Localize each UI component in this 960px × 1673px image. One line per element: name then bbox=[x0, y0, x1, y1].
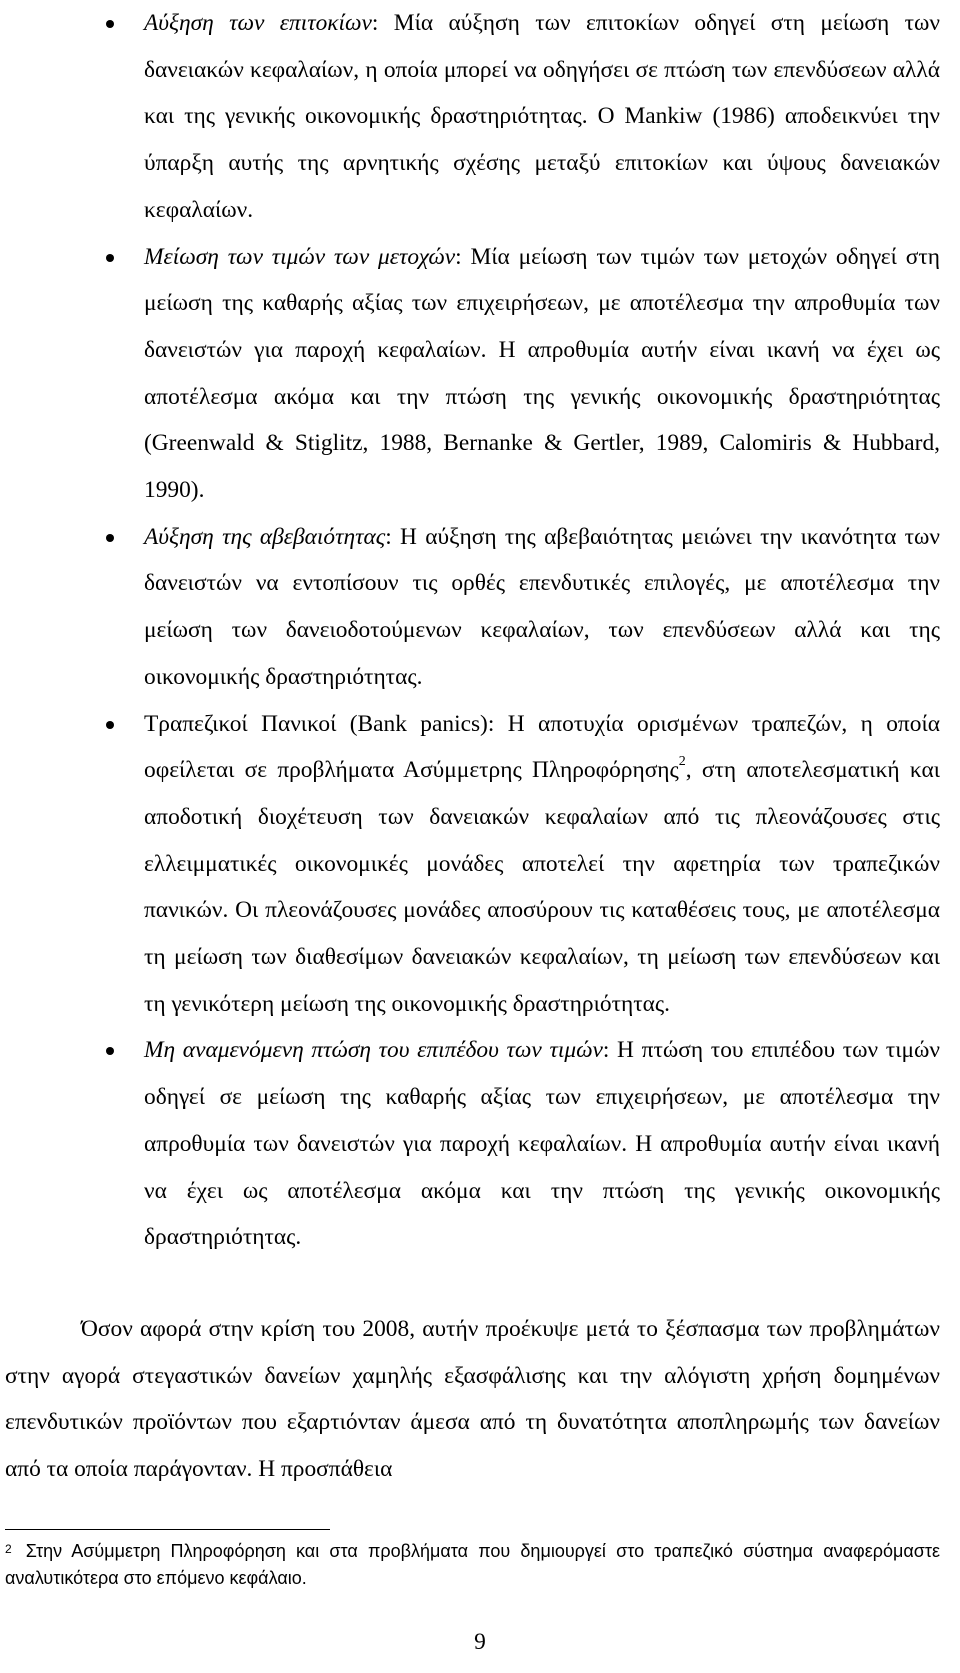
body-paragraph: Όσον αφορά στην κρίση του 2008, αυτήν προέκυψε μετά το ξέσπασμα των προβλημάτων στην αγορά στεγαστικών δανείων χαμηλής εξασφάλισης και την αλόγιστη χρήση δομημένων επενδυτικών προϊόντων που εξαρτιόνταν άμεσα από τη δυνατότητα αποπληρωμής των δανείων από τα οποία παράγονταν. Η προσπάθεια bbox=[5, 1316, 940, 1483]
footnote bbox=[5, 1538, 940, 1592]
footnote-reference[interactable]: 2 bbox=[678, 754, 686, 770]
bullet-text: : Η αύξηση της αβεβαιότητας μειώνει την ικανότητα των δανειστών να εντοπίσουν τις ορθές επενδυτικές επιλογές, με αποτέλεσμα την μείωση των δανειοδοτούμενων κεφαλαίων, των επενδύσεων αλλά και της οικονομικής δραστηριότητας. bbox=[144, 523, 940, 690]
bullet-dot-icon bbox=[106, 1047, 114, 1055]
footnote-separator bbox=[5, 1529, 330, 1530]
bullet-text-continued: , στη αποτελεσματική και αποδοτική διοχέτευση των δανειακών κεφαλαίων από τις πλεονάζουσες στις ελλειμματικές οικονομικές μονάδες αποτελεί την αφετηρία των τραπεζικών πανικών. Οι πλεονάζουσες μονάδες αποσύρουν τις καταθέσεις τους, με αποτέλεσμα τη μείωση των διαθεσίμων δανειακών κεφαλαίων, τη μείωση των επενδύσεων και τη γενικότερη μείωση της οικονομικής δραστηριότητας. bbox=[144, 757, 940, 1017]
bullet-item-stock-prices bbox=[0, 234, 960, 514]
bullet-item-price-level bbox=[0, 1027, 960, 1261]
footnote-text: Στην Ασύμμετρη Πληροφόρηση και στα προβλήματα που δημιουργεί στο τραπεζικό σύστημα αναφερόμαστε αναλυτικότερα στο επόμενο κεφάλαιο. bbox=[5, 1541, 940, 1588]
bullet-text: Τραπεζικοί Πανικοί (Bank panics): Η αποτυχία ορισμένων τραπεζών, η οποία οφείλεται σε προβλήματα Ασύμμετρης Πληροφόρησης bbox=[144, 710, 940, 784]
bullet-item-interest-rates bbox=[0, 0, 960, 234]
bullet-term: Μείωση των τιμών των μετοχών bbox=[144, 243, 456, 270]
bullet-dot-icon bbox=[106, 721, 114, 729]
bullet-dot-icon bbox=[106, 20, 114, 28]
bullet-dot-icon bbox=[106, 534, 114, 542]
footnote-mark: 2 bbox=[5, 1542, 12, 1556]
bullet-term: Αύξηση των επιτοκίων bbox=[144, 10, 372, 36]
bullet-text: : Μία μείωση των τιμών των μετοχών οδηγεί στη μείωση της καθαρής αξίας των επιχειρήσεων, με αποτέλεσμα την απροθυμία των δανειστών για παροχή κεφαλαίων. Η απροθυμία αυτήν είναι ικανή να έχει ως αποτέλεσμα ακόμα και την πτώση της γενικής οικονομικής δραστηριότητας (Greenwald & Stiglitz, 1988, Bernanke & Gertler, 1989, Calomiris & Hubbard, 1990). bbox=[144, 243, 941, 504]
bullet-item-bank-panics bbox=[0, 701, 960, 1028]
page-number: 9 bbox=[474, 1629, 486, 1655]
bullet-dot-icon bbox=[106, 254, 114, 262]
bullet-term: Μη αναμενόμενη πτώση του επιπέδου των τιμών bbox=[144, 1037, 603, 1064]
bullet-text: : Μία αύξηση των επιτοκίων οδηγεί στη μείωση των δανειακών κεφαλαίων, η οποία μπορεί να οδηγήσει σε πτώση των επενδύσεων αλλά και της γενικής οικονομικής δραστηριότητας. Ο Mankiw (1986) αποδεικνύει την ύπαρξη αυτής της αρνητικής σχέσης μεταξύ επιτοκίων και ύψους δανειακών κεφαλαίων. bbox=[144, 10, 940, 223]
bullet-term: Αύξηση της αβεβαιότητας bbox=[144, 523, 386, 550]
bullet-text: : Η πτώση του επιπέδου των τιμών οδηγεί σε μείωση της καθαρής αξίας των επιχειρήσεων, με αποτέλεσμα την απροθυμία των δανειστών για παροχή κεφαλαίων. Η απροθυμία αυτήν είναι ικανή να έχει ως αποτέλεσμα ακόμα και την πτώση της γενικής οικονομικής δραστηριότητας. bbox=[144, 1037, 941, 1251]
bullet-item-uncertainty bbox=[0, 514, 960, 701]
